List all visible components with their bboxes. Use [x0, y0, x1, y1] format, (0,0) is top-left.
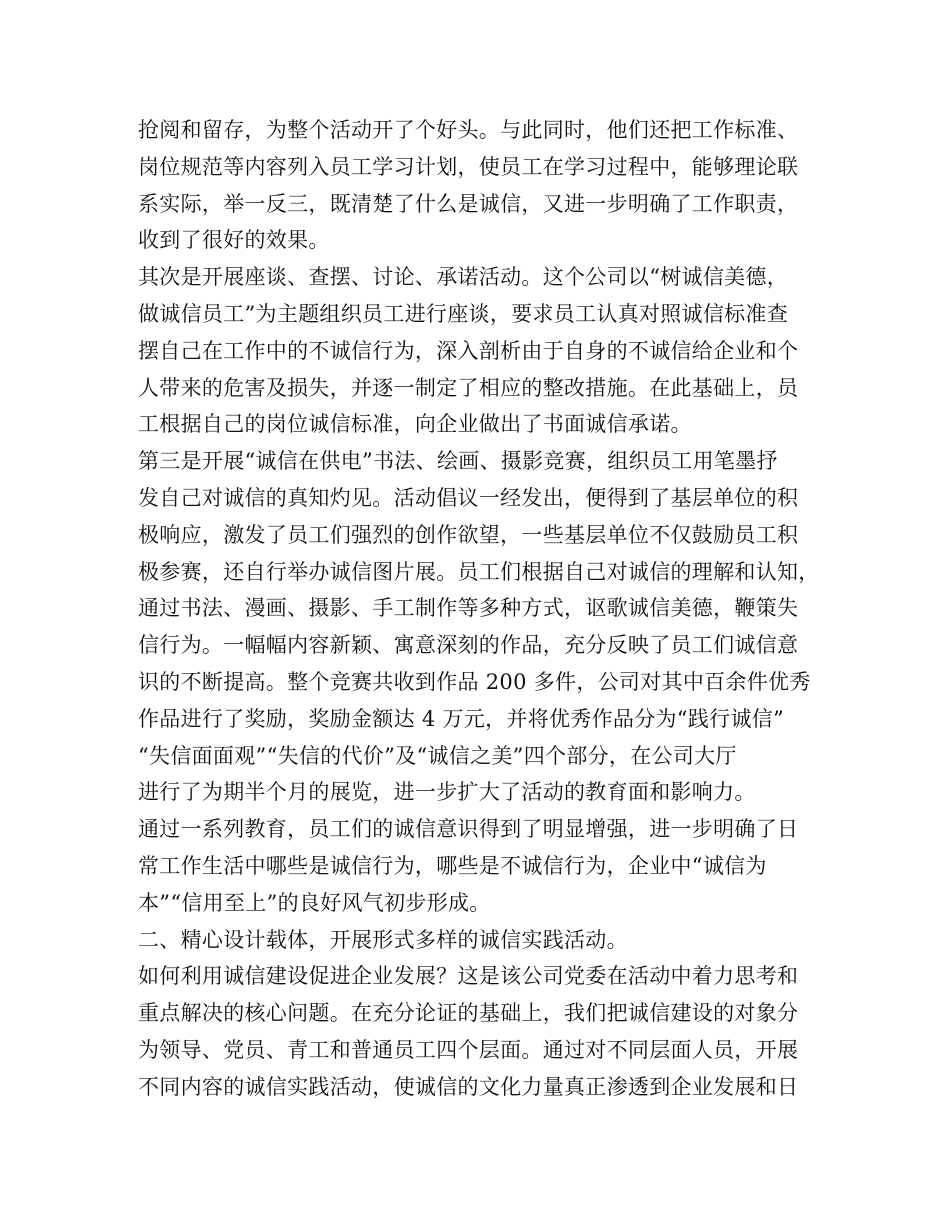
- text-line: 收到了很好的效果。: [138, 228, 330, 253]
- text-line: 信行为。一幅幅内容新颖、寓意深刻的作品，充分反映了员工们诚信意: [138, 633, 799, 658]
- text-line: 系实际，举一反三，既清楚了什么是诚信，又进一步明确了工作职责，: [138, 191, 799, 216]
- text-line: 发自己对诚信的真知灼见。活动倡议一经发出，便得到了基层单位的积: [138, 485, 799, 510]
- text-line: 重点解决的核心问题。在充分论证的基础上，我们把诚信建设的对象分: [138, 1001, 799, 1026]
- text-line: 通过一系列教育，员工们的诚信意识得到了明显增强，进一步明确了日: [138, 817, 799, 842]
- text-line: 抢阅和留存，为整个活动开了个好头。与此同时，他们还把工作标准、: [138, 118, 799, 142]
- text-line: “失信面面观”“失信的代价”及“诚信之美”四个部分，在公司大厅: [138, 743, 737, 768]
- text-line: 通过书法、漫画、摄影、手工制作等多种方式，讴歌诚信美德，鞭策失: [138, 596, 799, 621]
- text-line: 为领导、党员、青工和普通员工四个层面。通过对不同层面人员，开展: [138, 1037, 799, 1062]
- text-line: 摆自己在工作中的不诚信行为，深入剖析由于自身的不诚信给企业和个: [138, 338, 799, 363]
- text-line: 极参赛，还自行举办诚信图片展。员工们根据自己对诚信的理解和认知，: [138, 559, 820, 584]
- text-line: 极响应，激发了员工们强烈的创作欲望，一些基层单位不仅鼓励员工积: [138, 522, 799, 547]
- section-heading: 二、精心设计载体，开展形式多样的诚信实践活动。: [138, 927, 628, 952]
- text-line: 如何利用诚信建设促进企业发展？这是该公司党委在活动中着力思考和: [138, 964, 799, 989]
- text-line: 其次是开展座谈、查摆、讨论、承诺活动。这个公司以“树诚信美德，: [138, 265, 789, 290]
- text-line: 做诚信员工”为主题组织员工进行座谈，要求员工认真对照诚信标准查: [138, 301, 789, 326]
- text-line: 作品进行了奖励，奖励金额达 4 万元，并将优秀作品分为“践行诚信”: [138, 706, 785, 731]
- text-line: 不同内容的诚信实践活动，使诚信的文化力量真正渗透到企业发展和日: [138, 1074, 799, 1099]
- text-line: 进行了为期半个月的展览，进一步扩大了活动的教育面和影响力。: [138, 780, 756, 805]
- text-line: 人带来的危害及损失，并逐一制定了相应的整改措施。在此基础上，员: [138, 375, 799, 400]
- text-line: 常工作生活中哪些是诚信行为，哪些是不诚信行为，企业中“诚信为: [138, 853, 767, 878]
- text-line: 岗位规范等内容列入员工学习计划，使员工在学习过程中，能够理论联: [138, 154, 799, 179]
- document-body: [138, 112, 828, 1106]
- text-line: 识的不断提高。整个竞赛共收到作品 200 多件，公司对其中百余件优秀: [138, 669, 811, 694]
- text-line: 工根据自己的岗位诚信标准，向企业做出了书面诚信承诺。: [138, 412, 692, 437]
- text-line: 本”“信用至上”的良好风气初步形成。: [138, 890, 491, 915]
- text-line: 第三是开展“诚信在供电”书法、绘画、摄影竞赛，组织员工用笔墨抒: [138, 449, 778, 474]
